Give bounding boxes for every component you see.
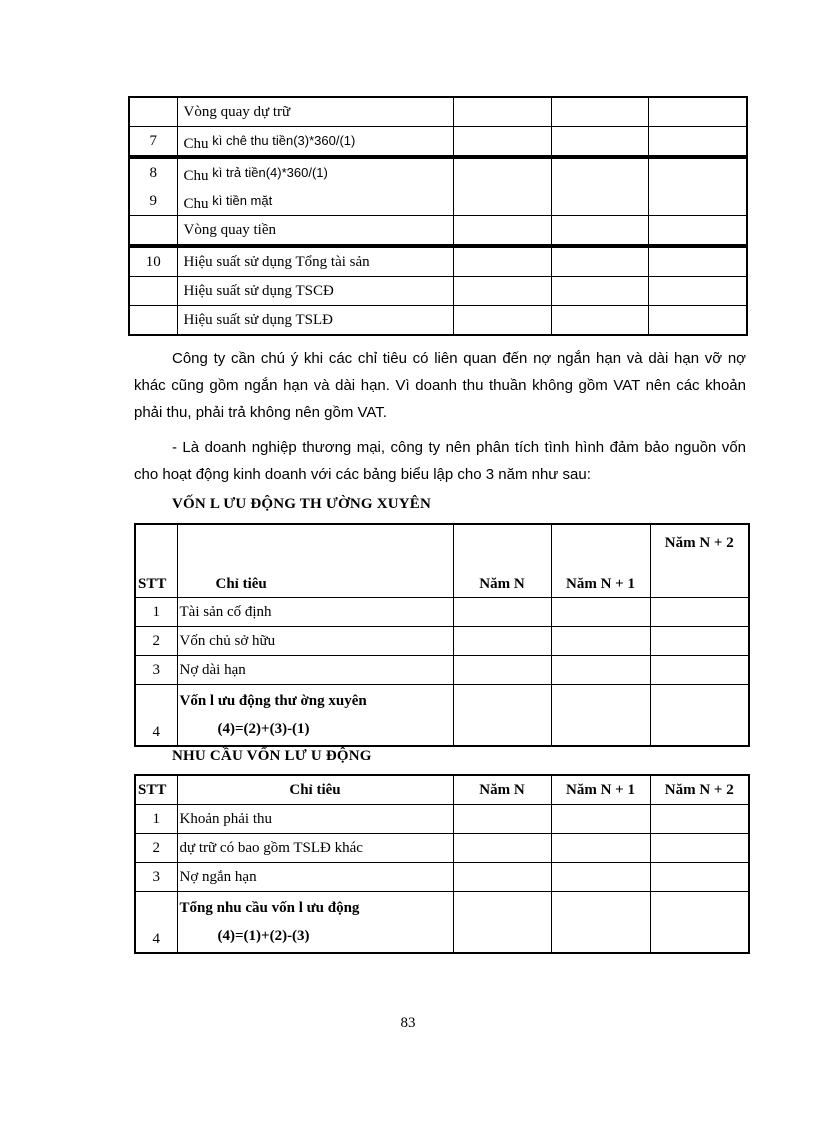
- table-row: [135, 627, 749, 656]
- cell-year-n: [453, 598, 551, 627]
- cell-year-n1: [551, 246, 648, 277]
- table-row: [129, 127, 747, 158]
- cell-year-n: [453, 627, 551, 656]
- cell-year-n1: [551, 892, 650, 954]
- row-label: Nợ dài hạn: [177, 656, 453, 685]
- header-row: [135, 775, 749, 805]
- table-row: [129, 306, 747, 336]
- header-label: Chỉ tiêu: [177, 524, 453, 598]
- row-label: Hiệu suất sử dụng TSCĐ: [177, 277, 453, 306]
- cell-year-n2: [648, 157, 747, 187]
- cell-year-n1: [551, 157, 648, 187]
- table-row: [135, 834, 749, 863]
- row-formula: (4)=(1)+(2)-(3): [217, 928, 310, 944]
- cell-year-n: [453, 306, 551, 336]
- page-number: 83: [400, 1015, 416, 1031]
- table-row: [129, 277, 747, 306]
- row-stt: [129, 216, 177, 247]
- cell-year-n1: [551, 97, 648, 127]
- cell-year-n1: [551, 127, 648, 158]
- cell-year-n1: [551, 834, 650, 863]
- row-label: Chu kì chê thu tiền(3)*360/(1): [177, 127, 453, 158]
- header-row: [135, 524, 749, 598]
- cell-year-n: [453, 685, 551, 747]
- row-stt: 2: [135, 834, 177, 863]
- cell-year-n2: [650, 805, 749, 834]
- table-row: [135, 685, 749, 747]
- row-stt: [129, 277, 177, 306]
- row-label: Hiệu suất sử dụng TSLĐ: [177, 306, 453, 336]
- table-row: [129, 216, 747, 247]
- row-label: Chu kì tiền mặt: [177, 187, 453, 216]
- row-stt: [129, 306, 177, 336]
- header-year-n: Năm N: [453, 775, 551, 805]
- header-year-n: Năm N: [453, 524, 551, 598]
- row-label: Vòng quay dự trữ: [177, 97, 453, 127]
- row-stt: 1: [135, 805, 177, 834]
- row-stt: 10: [129, 246, 177, 277]
- row-label: Chu kì trả tiền(4)*360/(1): [177, 157, 453, 187]
- paragraph-analysis-intro: - Là doanh nghiệp thương mại, công ty nên phân tích tình hình đảm bảo nguồn vốn cho hoạt động kinh doanh với các bảng biểu lập cho 3 năm như sau:: [134, 439, 746, 483]
- cell-year-n1: [551, 863, 650, 892]
- row-label: Nợ ngắn hạn: [177, 863, 453, 892]
- cell-year-n: [453, 656, 551, 685]
- cell-year-n2: [648, 246, 747, 277]
- cell-year-n1: [551, 627, 650, 656]
- capital-needs-table: [134, 774, 750, 954]
- cell-year-n: [453, 216, 551, 247]
- row-stt: 8: [129, 157, 177, 187]
- table-title-working-capital: VỐN L ƯU ĐỘNG TH ƯỜNG XUYÊN: [172, 496, 432, 512]
- header-year-n2: Năm N + 2: [650, 775, 749, 805]
- header-stt: STT: [135, 775, 177, 805]
- cell-year-n2: [650, 627, 749, 656]
- row-label: Hiệu suất sử dụng Tổng tài sản: [177, 246, 453, 277]
- cell-year-n1: [551, 187, 648, 216]
- row-stt: [129, 97, 177, 127]
- header-year-n2: Năm N + 2: [650, 524, 749, 598]
- cell-year-n: [453, 157, 551, 187]
- working-capital-table: [134, 523, 750, 747]
- ratio-table-continued: [128, 96, 748, 336]
- row-stt: 1: [135, 598, 177, 627]
- cell-year-n1: [551, 805, 650, 834]
- cell-year-n2: [648, 127, 747, 158]
- row-label: Vốn l ưu động thư ờng xuyên (4)=(2)+(3)-(1): [177, 685, 453, 747]
- row-label: dự trữ có bao gồm TSLĐ khác: [177, 834, 453, 863]
- cell-year-n1: [551, 306, 648, 336]
- cell-year-n: [453, 97, 551, 127]
- cell-year-n: [453, 892, 551, 954]
- row-label: Khoản phải thu: [177, 805, 453, 834]
- cell-year-n2: [648, 277, 747, 306]
- row-stt: 4: [135, 685, 177, 747]
- table-row: [129, 157, 747, 187]
- paragraph-vat-note: Công ty cần chú ý khi các chỉ tiêu có liên quan đến nợ ngắn hạn và dài hạn vỡ nợ khác cũng gồm ngắn hạn và dài hạn. Vì doanh thu thuần không gồm VAT nên các khoản phải thu, phải trả không nên gồm VAT.: [134, 350, 746, 421]
- row-stt: 7: [129, 127, 177, 158]
- cell-year-n1: [551, 216, 648, 247]
- table-row: [135, 598, 749, 627]
- row-label: Vốn chủ sở hữu: [177, 627, 453, 656]
- row-stt: 3: [135, 656, 177, 685]
- cell-year-n2: [650, 656, 749, 685]
- table-row: [135, 805, 749, 834]
- cell-year-n1: [551, 685, 650, 747]
- table-row: [129, 246, 747, 277]
- cell-year-n: [453, 277, 551, 306]
- cell-year-n1: [551, 598, 650, 627]
- table-row: [129, 187, 747, 216]
- row-stt: 4: [135, 892, 177, 954]
- cell-year-n2: [650, 863, 749, 892]
- table-row: [135, 863, 749, 892]
- cell-year-n2: [648, 216, 747, 247]
- cell-year-n1: [551, 656, 650, 685]
- row-stt: 9: [129, 187, 177, 216]
- cell-year-n: [453, 246, 551, 277]
- row-stt: 3: [135, 863, 177, 892]
- cell-year-n1: [551, 277, 648, 306]
- cell-year-n: [453, 834, 551, 863]
- cell-year-n: [453, 127, 551, 158]
- header-year-n1: Năm N + 1: [551, 775, 650, 805]
- row-label: Vòng quay tiền: [177, 216, 453, 247]
- cell-year-n: [453, 863, 551, 892]
- cell-year-n2: [650, 598, 749, 627]
- header-stt: STT: [135, 524, 177, 598]
- cell-year-n2: [648, 306, 747, 336]
- table-row: [129, 97, 747, 127]
- cell-year-n2: [650, 834, 749, 863]
- cell-year-n2: [648, 97, 747, 127]
- row-label: Tài sản cố định: [177, 598, 453, 627]
- cell-year-n: [453, 187, 551, 216]
- cell-year-n: [453, 805, 551, 834]
- cell-year-n2: [650, 685, 749, 747]
- cell-year-n2: [650, 892, 749, 954]
- header-label: Chỉ tiêu: [177, 775, 453, 805]
- row-stt: 2: [135, 627, 177, 656]
- table-title-capital-needs: NHU CẦU VỐN LƯ U ĐỘNG: [172, 748, 372, 764]
- row-label: Tổng nhu cầu vốn l ưu động (4)=(1)+(2)-(3): [177, 892, 453, 954]
- table-row: [135, 656, 749, 685]
- row-formula: (4)=(2)+(3)-(1): [217, 721, 310, 737]
- table-row: [135, 892, 749, 954]
- header-year-n1: Năm N + 1: [551, 524, 650, 598]
- cell-year-n2: [648, 187, 747, 216]
